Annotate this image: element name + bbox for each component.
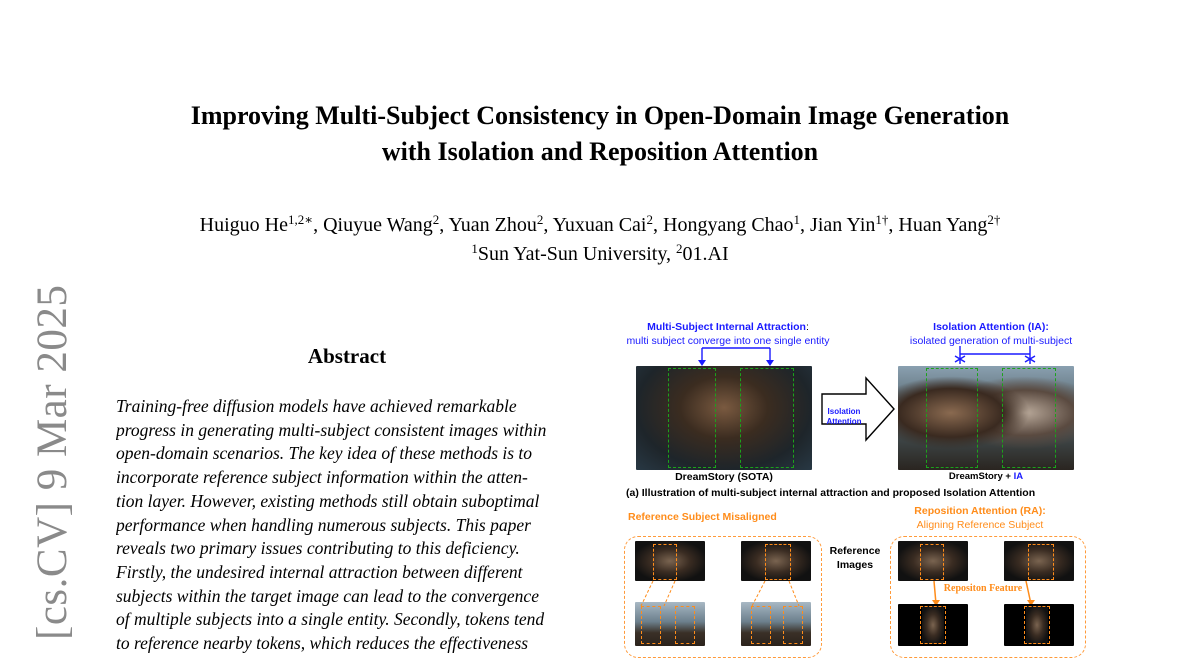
author-sup: 1 (793, 212, 801, 227)
reposition-feature-label: Repositon Feature (943, 583, 1023, 594)
caption-right-a: DreamStory + (948, 471, 1014, 482)
author-sup: 2 (432, 212, 440, 227)
rsm-title: Reference Subject Misaligned (628, 511, 777, 523)
affiliation-2: 01.AI (682, 243, 729, 265)
abstract-line: Training-free diffusion models have achieved remarkable (116, 396, 517, 416)
reference-box (1028, 544, 1054, 580)
author-sup: 1,2 (287, 212, 305, 227)
author-name: Jian Yin (810, 214, 876, 236)
abstract-body (116, 395, 578, 656)
msia-colon: : (805, 321, 809, 333)
subcaption-a: (a) Illustration of multi-subject internal attraction and proposed Isolation Attention (626, 487, 1036, 499)
aff-sup: 2 (676, 241, 683, 256)
aff-sup: 1 (471, 241, 478, 256)
abstract-line: incorporate reference subject information within the atten- (116, 467, 528, 488)
title-line-1: Improving Multi-Subject Consistency in Open-Domain Image Generation (190, 101, 1010, 130)
author-name: Yuxuan Cai (552, 214, 647, 236)
reference-image (1004, 541, 1074, 581)
target-box (1024, 606, 1050, 644)
reference-image (898, 541, 968, 581)
reference-box (920, 544, 944, 580)
abstract-heading: Abstract (307, 344, 387, 368)
affiliations (0, 240, 1200, 269)
arrow-label-1: Isolation (827, 407, 861, 416)
ref-label-2: Images (836, 559, 874, 571)
author-name: Huan Yang (898, 214, 988, 236)
figure-1 (600, 312, 1120, 648)
author-name: Yuan Zhou (448, 214, 537, 236)
msia-title: Multi-Subject Internal Attraction (647, 321, 806, 333)
author-name: Qiuyue Wang (323, 214, 433, 236)
msia-sub: multi subject converge into one single entity (626, 335, 830, 347)
ia-title: Isolation Attention (IA): (933, 321, 1049, 333)
abstract-line: subjects within the target image can lead to the convergence (116, 585, 539, 606)
abstract-line: performance when handling numerous subjects. This paper (116, 514, 531, 535)
author-sup: 1† (875, 212, 889, 227)
abstract-line: reveals two primary issues contributing to this deficiency. (116, 538, 520, 559)
title-line-2: with Isolation and Reposition Attention (381, 137, 819, 166)
target-box (920, 606, 946, 644)
repositioned-image (898, 604, 968, 646)
author-sup: 2 (646, 212, 653, 227)
paper-title (0, 98, 1200, 170)
author-note: ∗ (304, 212, 314, 227)
abstract-line: tion layer. However, existing methods still obtain suboptimal (116, 490, 540, 511)
abstract-line: open-domain scenarios. The key idea of these methods is to (116, 443, 533, 464)
author-block (0, 211, 1200, 269)
arrow-label-2: Attention (826, 417, 862, 426)
author-name: Huiguo He (199, 214, 288, 236)
abstract-line: progress in generating multi-subject consistent images within (116, 419, 547, 440)
ref-label-1: Reference (829, 545, 881, 557)
misalign-lines (600, 312, 1120, 648)
abstract-line: to reference nearby tokens, which reduces the effectiveness (116, 633, 529, 654)
author-list: Huiguo $He^{1,2∗}$, Qiuyue Wang$^2$, Yuan Zhou$^2$, Yuxuan Cai$^2$, Hongyang Chao$^1$, Jian Yin$^{1\dagger}$, Huan Yang$^{2\dagger}$ (199, 212, 1001, 236)
caption-right-b: IA (1013, 471, 1024, 482)
affiliation-1: Sun Yat-Sun University, (477, 243, 677, 265)
reference-label (820, 544, 890, 572)
author-sup: 2 (536, 212, 544, 227)
ra-sub: Aligning Reference Subject (916, 519, 1044, 531)
ra-title: Reposition Attention (RA): (914, 505, 1046, 517)
repositioned-image (1004, 604, 1074, 646)
author-name: Hongyang Chao (663, 214, 794, 236)
author-sup: 2† (987, 212, 1001, 227)
ia-sub: isolated generation of multi-subject (909, 335, 1073, 347)
arxiv-stamp: [cs.CV] 9 Mar 2025 (29, 284, 76, 640)
abstract-line: Firstly, the undesired internal attraction between different (116, 561, 523, 582)
caption-left: DreamStory (SOTA) (675, 471, 773, 483)
abstract-line: of multiple subjects into a single entity. Secondly, tokens tend (116, 609, 545, 630)
